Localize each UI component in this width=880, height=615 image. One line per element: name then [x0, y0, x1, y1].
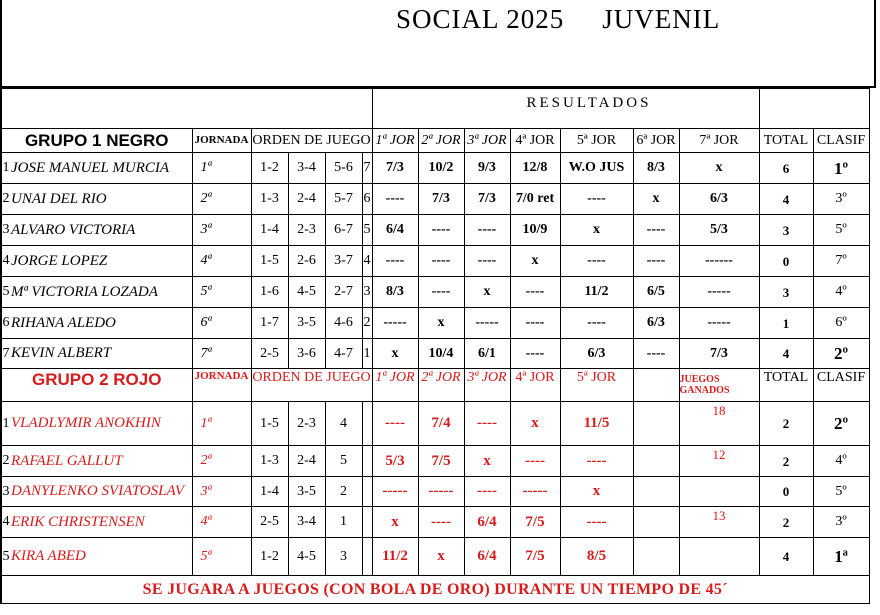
- jornada-cell: 3ª: [192, 215, 251, 246]
- orden-cell: 1-7: [251, 308, 288, 339]
- orden-cell: 3-6: [288, 339, 325, 369]
- result-cell: x: [418, 308, 464, 339]
- clasif-cell: 5º: [813, 477, 869, 507]
- total-cell: 3: [759, 215, 813, 246]
- result-cell: ----: [510, 308, 560, 339]
- juegos-header: JUEGOS GANADOS: [679, 369, 759, 402]
- result-cell: 7/5: [418, 446, 464, 477]
- player-name: KEVIN ALBERT: [10, 339, 192, 369]
- result-cell: ----: [418, 215, 464, 246]
- result-cell: x: [679, 153, 759, 184]
- result-cell: 6/4: [372, 215, 418, 246]
- table-row: [1, 277, 869, 308]
- result-cell: ----: [560, 507, 633, 538]
- orden-cell: 6: [362, 184, 372, 215]
- result-cell: ----: [560, 184, 633, 215]
- result-cell: 7/3: [372, 153, 418, 184]
- juegos-cell: 13: [679, 507, 759, 538]
- result-cell: ----: [464, 477, 510, 507]
- results-label: RESULTADOS: [372, 89, 759, 129]
- result-cell: ----: [633, 215, 679, 246]
- orden-cell: 1-5: [251, 402, 288, 446]
- juegos-cell: [679, 477, 759, 507]
- result-cell: -----: [679, 277, 759, 308]
- result-cell: x: [510, 246, 560, 277]
- player-name: JORGE LOPEZ: [10, 246, 192, 277]
- result-cell: ----: [372, 184, 418, 215]
- result-cell: x: [418, 538, 464, 576]
- result-cell: 7/3: [679, 339, 759, 369]
- table-row: [1, 308, 869, 339]
- result-cell: -----: [418, 477, 464, 507]
- result-cell: 7/5: [510, 538, 560, 576]
- orden-cell: 7: [362, 153, 372, 184]
- result-cell: 8/5: [560, 538, 633, 576]
- empty-cell: [633, 507, 679, 538]
- empty-cell: [633, 369, 679, 402]
- result-cell: x: [560, 215, 633, 246]
- jornada-cell: 7ª: [192, 339, 251, 369]
- jornada-cell: 6ª: [192, 308, 251, 339]
- result-cell: 11/2: [372, 538, 418, 576]
- total-cell: 1: [759, 308, 813, 339]
- orden-cell: 4: [325, 402, 362, 446]
- clasif-cell: 4º: [813, 277, 869, 308]
- result-cell: 6/4: [464, 538, 510, 576]
- table-row: [1, 446, 869, 477]
- orden-cell: 5-6: [325, 153, 362, 184]
- orden-cell: 2-5: [251, 339, 288, 369]
- empty-cell: [633, 446, 679, 477]
- empty-cell: [362, 477, 372, 507]
- orden-cell: 3: [325, 538, 362, 576]
- result-cell: 6/5: [633, 277, 679, 308]
- total-cell: 2: [759, 402, 813, 446]
- result-cell: W.O JUS: [560, 153, 633, 184]
- result-cell: 12/8: [510, 153, 560, 184]
- round-header: 4ª JOR: [510, 369, 560, 402]
- orden-cell: 1-3: [251, 446, 288, 477]
- result-cell: -----: [464, 308, 510, 339]
- result-cell: ----: [560, 246, 633, 277]
- orden-cell: 5: [325, 446, 362, 477]
- round-header: 4ª JOR: [510, 129, 560, 153]
- round-header: 2ª JOR: [418, 369, 464, 402]
- jornada-cell: 1ª: [192, 153, 251, 184]
- row-number: 4: [1, 507, 10, 538]
- round-header: 3ª JOR: [464, 369, 510, 402]
- orden-cell: 3-7: [325, 246, 362, 277]
- table-row: [1, 153, 869, 184]
- row-number: 4: [1, 246, 10, 277]
- round-header: 3ª JOR: [464, 129, 510, 153]
- result-cell: ----: [464, 246, 510, 277]
- row-number: 1: [1, 402, 10, 446]
- empty-cell: [362, 538, 372, 576]
- clasif-cell: 2º: [813, 402, 869, 446]
- clasif-cell: 1ª: [813, 538, 869, 576]
- orden-cell: 3-4: [288, 153, 325, 184]
- row-number: 3: [1, 477, 10, 507]
- empty-cell: [633, 538, 679, 576]
- jornada-cell: 4ª: [192, 246, 251, 277]
- empty-cell: [362, 507, 372, 538]
- juegos-cell: 18: [679, 402, 759, 446]
- row-number: 2: [1, 184, 10, 215]
- table-row: [1, 339, 869, 369]
- row-number: 7: [1, 339, 10, 369]
- result-cell: ----: [372, 246, 418, 277]
- orden-header: ORDEN DE JUEGO: [251, 369, 372, 402]
- result-cell: x: [560, 477, 633, 507]
- orden-cell: 4-5: [288, 277, 325, 308]
- orden-cell: 2-6: [288, 246, 325, 277]
- jornada-cell: 2ª: [192, 184, 251, 215]
- round-header: 7ª JOR: [679, 129, 759, 153]
- orden-cell: 3-5: [288, 308, 325, 339]
- orden-cell: 3: [362, 277, 372, 308]
- orden-cell: 1-4: [251, 477, 288, 507]
- result-cell: 11/5: [560, 402, 633, 446]
- jornada-cell: 2ª: [192, 446, 251, 477]
- page-title: SOCIAL 2025 JUVENIL: [396, 4, 721, 34]
- orden-cell: 4-6: [325, 308, 362, 339]
- jornada-header: JORNADA: [192, 129, 251, 153]
- round-header: 1ª JOR: [372, 369, 418, 402]
- orden-cell: 1: [362, 339, 372, 369]
- player-name: RIHANA ALEDO: [10, 308, 192, 339]
- total-cell: 4: [759, 339, 813, 369]
- clasif-cell: 3º: [813, 184, 869, 215]
- jornada-cell: 4ª: [192, 507, 251, 538]
- result-cell: ----: [464, 215, 510, 246]
- orden-cell: 1-2: [251, 153, 288, 184]
- table-row: [1, 184, 869, 215]
- result-cell: ----: [418, 507, 464, 538]
- orden-cell: 5: [362, 215, 372, 246]
- player-name: RAFAEL GALLUT: [10, 446, 192, 477]
- result-cell: 8/3: [372, 277, 418, 308]
- total-cell: 4: [759, 538, 813, 576]
- total-cell: 2: [759, 507, 813, 538]
- orden-cell: 6-7: [325, 215, 362, 246]
- juegos-cell: [679, 538, 759, 576]
- row-number: 6: [1, 308, 10, 339]
- group2-title: GRUPO 2 ROJO: [1, 369, 192, 402]
- round-header: 2ª JOR: [418, 129, 464, 153]
- result-cell: -----: [372, 477, 418, 507]
- jornada-cell: 3ª: [192, 477, 251, 507]
- orden-cell: 4-5: [288, 538, 325, 576]
- table-row: [1, 402, 869, 446]
- player-name: DANYLENKO SVIATOSLAV: [10, 477, 192, 507]
- orden-cell: 1: [325, 507, 362, 538]
- result-cell: 10/4: [418, 339, 464, 369]
- result-cell: x: [464, 446, 510, 477]
- empty-cell: [633, 477, 679, 507]
- round-header: 1ª JOR: [372, 129, 418, 153]
- player-name: ALVARO VICTORIA: [10, 215, 192, 246]
- orden-header: ORDEN DE JUEGO: [251, 129, 372, 153]
- result-cell: ----: [510, 446, 560, 477]
- result-cell: x: [372, 507, 418, 538]
- orden-cell: 2-7: [325, 277, 362, 308]
- clasif-cell: 6º: [813, 308, 869, 339]
- table-row: [1, 507, 869, 538]
- result-cell: ----: [510, 277, 560, 308]
- row-number: 5: [1, 277, 10, 308]
- result-cell: 5/3: [679, 215, 759, 246]
- table-row: [1, 246, 869, 277]
- jornada-cell: 1ª: [192, 402, 251, 446]
- round-header: 6ª JOR: [633, 129, 679, 153]
- result-cell: x: [464, 277, 510, 308]
- total-cell: 0: [759, 477, 813, 507]
- total-cell: 6: [759, 153, 813, 184]
- result-cell: 5/3: [372, 446, 418, 477]
- table-row: [1, 215, 869, 246]
- result-cell: -----: [679, 308, 759, 339]
- row-number: 5: [1, 538, 10, 576]
- group2-header-row: [1, 369, 869, 402]
- row-number: 2: [1, 446, 10, 477]
- result-cell: x: [510, 402, 560, 446]
- results-header-row: [1, 89, 869, 129]
- result-cell: 10/9: [510, 215, 560, 246]
- result-cell: 11/2: [560, 277, 633, 308]
- result-cell: 10/2: [418, 153, 464, 184]
- orden-cell: 1-4: [251, 215, 288, 246]
- empty-cell: [362, 402, 372, 446]
- orden-cell: 2-3: [288, 215, 325, 246]
- result-cell: -----: [372, 308, 418, 339]
- orden-cell: 2-3: [288, 402, 325, 446]
- orden-cell: 2: [325, 477, 362, 507]
- total-header: TOTAL: [759, 129, 813, 153]
- orden-cell: 5-7: [325, 184, 362, 215]
- result-cell: 6/1: [464, 339, 510, 369]
- result-cell: x: [372, 339, 418, 369]
- player-name: VLADLYMIR ANOKHIN: [10, 402, 192, 446]
- result-cell: x: [633, 184, 679, 215]
- row-number: 1: [1, 153, 10, 184]
- clasif-header: CLASIF: [813, 369, 869, 402]
- jornada-cell: 5ª: [192, 538, 251, 576]
- clasif-header: CLASIF: [813, 129, 869, 153]
- player-name: ERIK CHRISTENSEN: [10, 507, 192, 538]
- orden-cell: 2-4: [288, 446, 325, 477]
- juegos-cell: 12: [679, 446, 759, 477]
- round-header: 5ª JOR: [560, 369, 633, 402]
- result-cell: 7/0 ret: [510, 184, 560, 215]
- result-cell: ----: [418, 277, 464, 308]
- clasif-cell: 7º: [813, 246, 869, 277]
- result-cell: 9/3: [464, 153, 510, 184]
- jornada-header: JORNADA: [192, 369, 251, 402]
- result-cell: ----: [464, 402, 510, 446]
- clasif-cell: 4º: [813, 446, 869, 477]
- orden-cell: 1-2: [251, 538, 288, 576]
- result-cell: 6/4: [464, 507, 510, 538]
- orden-cell: 2: [362, 308, 372, 339]
- player-name: KIRA ABED: [10, 538, 192, 576]
- footer-row: [1, 576, 869, 604]
- empty-cell: [362, 446, 372, 477]
- result-cell: ----: [560, 446, 633, 477]
- group1-title: GRUPO 1 NEGRO: [1, 129, 192, 153]
- group1-header-row: [1, 129, 869, 153]
- orden-cell: 2-5: [251, 507, 288, 538]
- orden-cell: 2-4: [288, 184, 325, 215]
- result-cell: 7/3: [464, 184, 510, 215]
- player-name: UNAI DEL RIO: [10, 184, 192, 215]
- total-cell: 3: [759, 277, 813, 308]
- result-cell: ----: [633, 246, 679, 277]
- orden-cell: 4-7: [325, 339, 362, 369]
- jornada-cell: 5ª: [192, 277, 251, 308]
- result-cell: 6/3: [633, 308, 679, 339]
- result-cell: ----: [510, 339, 560, 369]
- empty-cell: [633, 402, 679, 446]
- table-row: [1, 477, 869, 507]
- results-table: [0, 88, 870, 604]
- orden-cell: 3-4: [288, 507, 325, 538]
- clasif-cell: 1º: [813, 153, 869, 184]
- total-cell: 2: [759, 446, 813, 477]
- result-cell: ----: [418, 246, 464, 277]
- player-name: JOSE MANUEL MURCIA: [10, 153, 192, 184]
- clasif-cell: 5º: [813, 215, 869, 246]
- result-cell: ----: [372, 402, 418, 446]
- orden-cell: 1-5: [251, 246, 288, 277]
- result-cell: ----: [560, 308, 633, 339]
- player-name: Mª VICTORIA LOZADA: [10, 277, 192, 308]
- result-cell: 7/5: [510, 507, 560, 538]
- clasif-cell: 2º: [813, 339, 869, 369]
- result-cell: 6/3: [560, 339, 633, 369]
- round-header: 5ª JOR: [560, 129, 633, 153]
- clasif-cell: 3º: [813, 507, 869, 538]
- orden-cell: 1-6: [251, 277, 288, 308]
- orden-cell: 3-5: [288, 477, 325, 507]
- result-cell: 6/3: [679, 184, 759, 215]
- total-cell: 0: [759, 246, 813, 277]
- result-cell: ------: [679, 246, 759, 277]
- table-row: [1, 538, 869, 576]
- orden-cell: 1-3: [251, 184, 288, 215]
- result-cell: 7/3: [418, 184, 464, 215]
- total-header: TOTAL: [759, 369, 813, 402]
- total-cell: 4: [759, 184, 813, 215]
- result-cell: ----: [633, 339, 679, 369]
- row-number: 3: [1, 215, 10, 246]
- orden-cell: 4: [362, 246, 372, 277]
- footer-note: SE JUGARA A JUEGOS (CON BOLA DE ORO) DURANTE UN TIEMPO DE 45´: [1, 576, 869, 604]
- result-cell: -----: [510, 477, 560, 507]
- result-cell: 7/4: [418, 402, 464, 446]
- result-cell: 8/3: [633, 153, 679, 184]
